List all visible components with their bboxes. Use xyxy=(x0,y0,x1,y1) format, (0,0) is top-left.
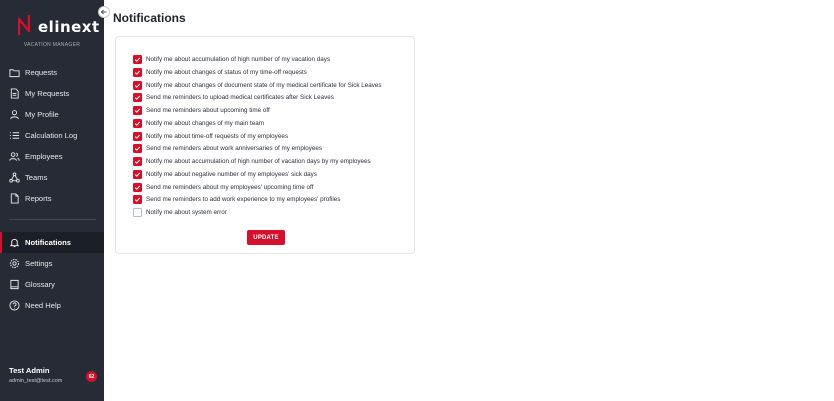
arrow-left-icon xyxy=(100,8,108,16)
checkbox-checked[interactable] xyxy=(133,106,142,115)
notification-option[interactable] xyxy=(133,182,313,193)
document-icon xyxy=(9,88,20,99)
sidebar-item-teams[interactable] xyxy=(0,167,104,188)
gear-icon xyxy=(9,258,20,269)
notification-option[interactable] xyxy=(133,105,270,116)
checkbox-checked[interactable] xyxy=(133,132,142,141)
notification-option[interactable] xyxy=(133,92,334,103)
notification-option[interactable] xyxy=(133,207,227,218)
page-title: Notifications xyxy=(113,11,186,25)
brand-name: elinext xyxy=(38,18,100,36)
sidebar-collapse-button[interactable] xyxy=(98,6,110,18)
checkbox-checked[interactable] xyxy=(133,119,142,128)
checkmark-icon xyxy=(134,82,141,89)
notification-option[interactable] xyxy=(133,54,330,65)
user-name: Test Admin xyxy=(9,366,50,375)
checkbox-checked[interactable] xyxy=(133,68,142,77)
option-label: Notify me about accumulation of high number of vacation days by my employees xyxy=(146,158,371,165)
report-icon xyxy=(9,193,20,204)
checkbox-checked[interactable] xyxy=(133,183,142,192)
option-label: Send me reminders about my employees' upcoming time off xyxy=(146,183,314,191)
sidebar-item-requests[interactable] xyxy=(0,62,104,83)
checkmark-icon xyxy=(134,107,141,114)
option-label: Notify me about changes of my main team xyxy=(146,120,264,127)
sidebar-item-label: Reports xyxy=(25,194,52,203)
checkbox-checked[interactable] xyxy=(133,144,142,153)
brand-subtitle: VACATION MANAGER xyxy=(23,42,81,48)
sidebar-nav-main xyxy=(0,62,104,209)
option-label: Send me reminders about upcoming time off xyxy=(146,107,270,114)
notification-option[interactable] xyxy=(133,169,317,180)
notification-option[interactable] xyxy=(133,131,288,142)
sidebar-item-label: My Profile xyxy=(25,110,59,119)
sidebar-item-calculation-log[interactable] xyxy=(0,125,104,146)
checkbox-checked[interactable] xyxy=(133,157,142,166)
checkmark-icon xyxy=(134,69,141,76)
notification-option[interactable] xyxy=(133,194,340,205)
notification-option[interactable] xyxy=(133,118,264,129)
bell-icon xyxy=(9,237,20,248)
sidebar-item-employees[interactable] xyxy=(0,146,104,167)
checkbox-checked[interactable] xyxy=(133,93,142,102)
users-icon xyxy=(9,151,20,162)
sidebar-item-label: Settings xyxy=(25,259,53,268)
checkmark-icon xyxy=(134,196,141,203)
sidebar-item-label: Employees xyxy=(25,152,63,161)
checkmark-icon xyxy=(134,133,141,140)
notifications-card xyxy=(115,36,415,254)
sidebar-item-label: Notifications xyxy=(25,238,71,247)
option-label: Send me reminders about work anniversaries of my employees xyxy=(146,145,323,152)
notification-option[interactable] xyxy=(133,80,382,91)
sidebar-item-label: Teams xyxy=(25,173,48,182)
sidebar-item-settings[interactable] xyxy=(0,253,104,274)
notification-option[interactable] xyxy=(133,143,322,154)
sidebar-item-need-help[interactable] xyxy=(0,295,104,316)
sidebar-item-label: My Requests xyxy=(25,89,70,98)
option-label: Notify me about changes of status of my time-off requests xyxy=(146,69,307,76)
option-label: Notify me about changes of document state of my medical certificate for Sick Leaves xyxy=(146,81,382,89)
user-badge[interactable]: 62 xyxy=(86,371,97,382)
sidebar-item-notifications[interactable] xyxy=(0,232,104,253)
update-button[interactable]: UPDATE xyxy=(247,230,285,245)
list-icon xyxy=(9,130,20,141)
user-icon xyxy=(9,109,20,120)
sidebar-divider xyxy=(9,219,96,220)
checkbox-checked[interactable] xyxy=(133,170,142,179)
sidebar-item-my-requests[interactable] xyxy=(0,83,104,104)
team-icon xyxy=(9,172,20,183)
brand-logo xyxy=(16,12,100,40)
notification-option[interactable] xyxy=(133,67,307,78)
sidebar xyxy=(0,0,104,401)
checkmark-icon xyxy=(134,184,141,191)
checkbox-checked[interactable] xyxy=(133,195,142,204)
sidebar-item-label: Glossary xyxy=(25,280,55,289)
checkmark-icon xyxy=(134,56,141,63)
checkbox-checked[interactable] xyxy=(133,81,142,90)
checkmark-icon xyxy=(134,145,141,152)
checkbox-checked[interactable] xyxy=(133,55,142,64)
sidebar-item-label: Need Help xyxy=(25,301,61,310)
option-label: Notify me about system error xyxy=(146,209,227,216)
option-label: Notify me about negative number of my employees' sick days xyxy=(146,171,317,178)
checkmark-icon xyxy=(134,158,141,165)
help-icon xyxy=(9,300,20,311)
sidebar-item-my-profile[interactable] xyxy=(0,104,104,125)
checkmark-icon xyxy=(134,120,141,127)
sidebar-nav-secondary xyxy=(0,232,104,316)
sidebar-item-label: Calculation Log xyxy=(25,131,78,140)
option-label: Notify me about time-off requests of my employees xyxy=(146,132,288,140)
checkmark-icon xyxy=(134,94,141,101)
notification-option[interactable] xyxy=(133,156,371,167)
option-label: Send me reminders to upload medical certificates after Sick Leaves xyxy=(146,94,334,101)
folder-icon xyxy=(9,67,20,78)
option-label: Send me reminders to add work experience to my employees' profiles xyxy=(146,196,341,203)
book-icon xyxy=(9,279,20,290)
user-email: admin_test@test.com xyxy=(9,378,63,384)
option-label: Notify me about accumulation of high number of my vacation days xyxy=(146,56,331,63)
sidebar-item-glossary[interactable] xyxy=(0,274,104,295)
sidebar-item-reports[interactable] xyxy=(0,188,104,209)
elinext-logo-icon xyxy=(18,14,30,36)
checkmark-icon xyxy=(134,171,141,178)
sidebar-item-label: Requests xyxy=(25,68,58,77)
checkbox-unchecked[interactable] xyxy=(133,208,142,217)
